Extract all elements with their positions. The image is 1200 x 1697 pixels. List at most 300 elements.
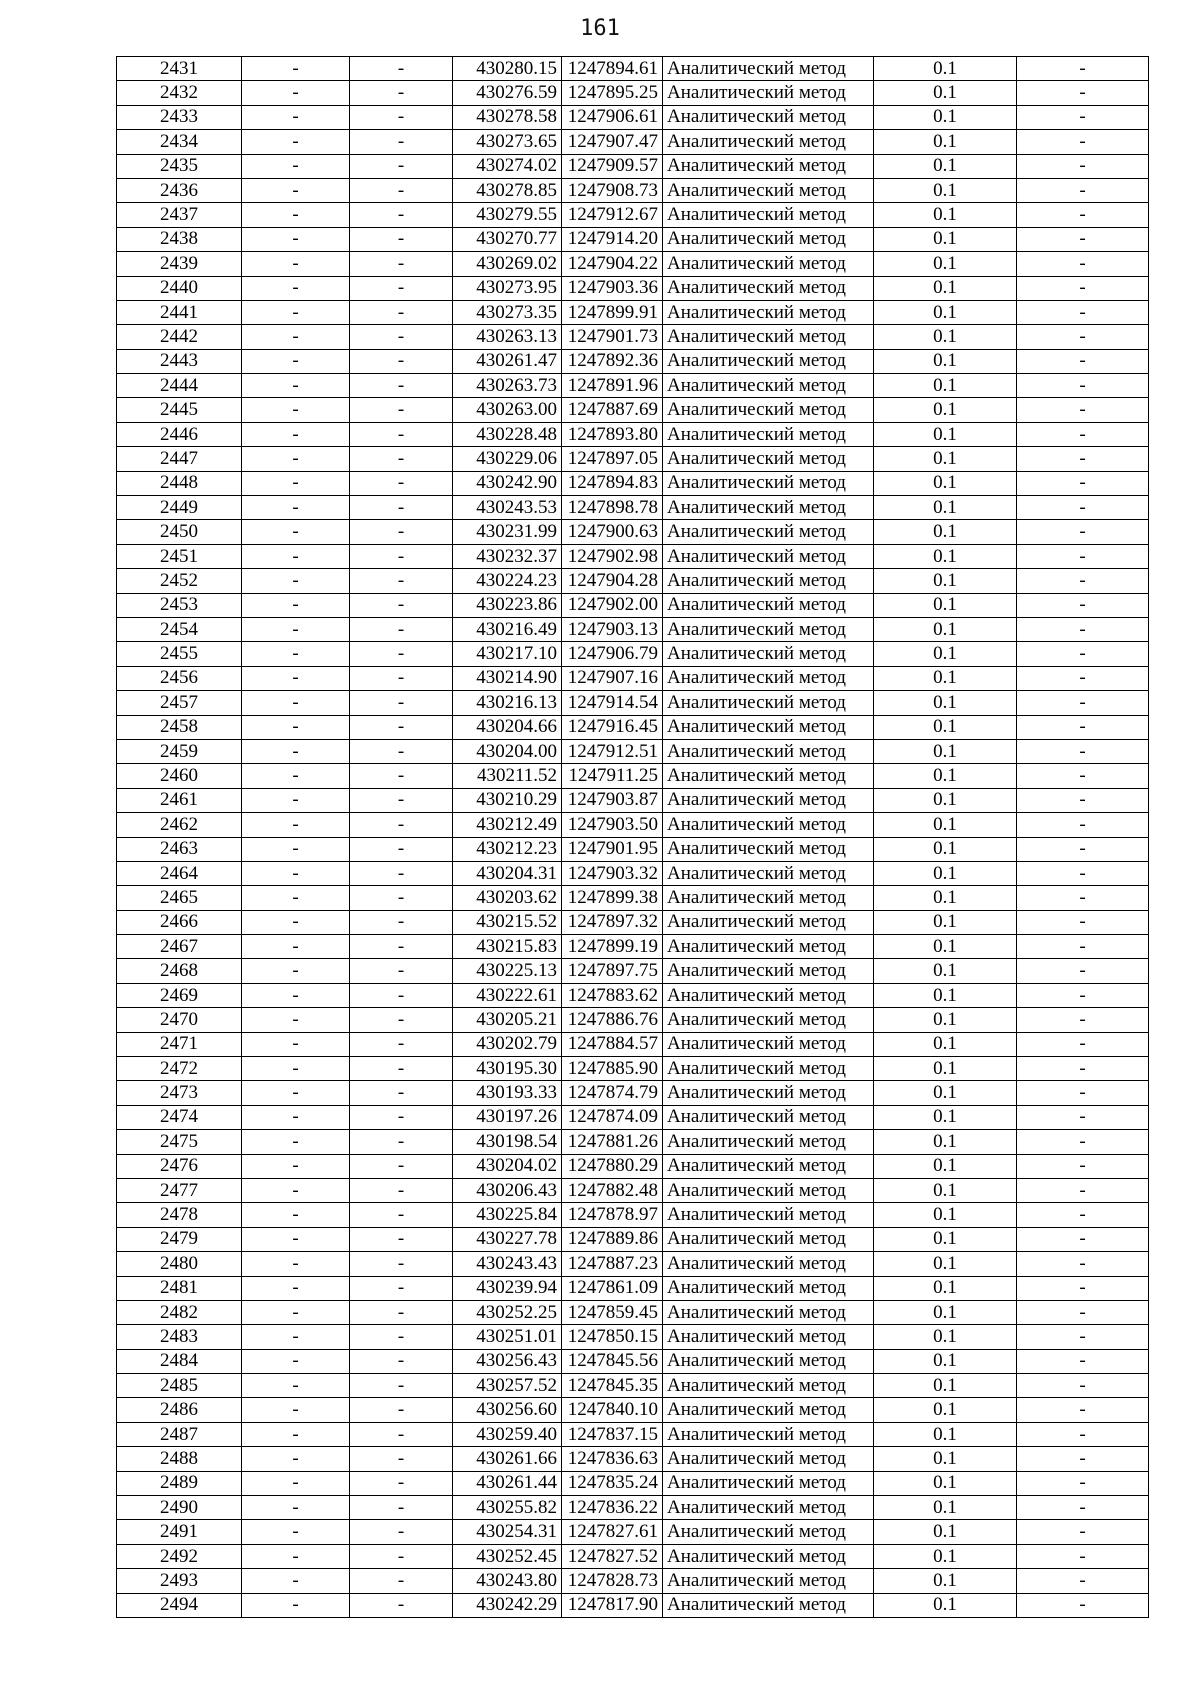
accuracy-cell: 0.1: [874, 983, 1017, 1007]
x-coordinate-cell: 430225.13: [453, 959, 562, 983]
method-cell: Аналитический метод: [663, 739, 874, 763]
empty-dash-cell: -: [350, 959, 453, 983]
table-row: [117, 1544, 1149, 1568]
x-coordinate-cell: 430229.06: [453, 447, 562, 471]
empty-dash-cell: -: [242, 983, 350, 1007]
empty-dash-cell: -: [1017, 276, 1149, 300]
table-row: [117, 1276, 1149, 1300]
table-row: [117, 57, 1149, 81]
coordinates-table: [116, 56, 1149, 1618]
y-coordinate-cell: 1247886.76: [562, 1008, 663, 1032]
empty-dash-cell: -: [242, 1325, 350, 1349]
point-number-cell: 2452: [117, 569, 242, 593]
x-coordinate-cell: 430212.23: [453, 837, 562, 861]
empty-dash-cell: -: [242, 910, 350, 934]
method-cell: Аналитический метод: [663, 1422, 874, 1446]
empty-dash-cell: -: [242, 1227, 350, 1251]
method-cell: Аналитический метод: [663, 1593, 874, 1617]
accuracy-cell: 0.1: [874, 544, 1017, 568]
table-row: [117, 496, 1149, 520]
empty-dash-cell: -: [242, 715, 350, 739]
empty-dash-cell: -: [242, 959, 350, 983]
empty-dash-cell: -: [1017, 471, 1149, 495]
accuracy-cell: 0.1: [874, 1178, 1017, 1202]
table-row: [117, 1593, 1149, 1617]
empty-dash-cell: -: [1017, 1178, 1149, 1202]
table-row: [117, 227, 1149, 251]
empty-dash-cell: -: [1017, 1008, 1149, 1032]
y-coordinate-cell: 1247903.13: [562, 617, 663, 641]
empty-dash-cell: -: [1017, 1203, 1149, 1227]
y-coordinate-cell: 1247845.35: [562, 1374, 663, 1398]
point-number-cell: 2482: [117, 1300, 242, 1324]
x-coordinate-cell: 430204.31: [453, 861, 562, 885]
y-coordinate-cell: 1247845.56: [562, 1349, 663, 1373]
point-number-cell: 2457: [117, 691, 242, 715]
point-number-cell: 2444: [117, 374, 242, 398]
point-number-cell: 2460: [117, 764, 242, 788]
empty-dash-cell: -: [350, 349, 453, 373]
x-coordinate-cell: 430216.49: [453, 617, 562, 641]
empty-dash-cell: -: [1017, 227, 1149, 251]
empty-dash-cell: -: [1017, 1081, 1149, 1105]
empty-dash-cell: -: [1017, 447, 1149, 471]
empty-dash-cell: -: [242, 1471, 350, 1495]
accuracy-cell: 0.1: [874, 1057, 1017, 1081]
method-cell: Аналитический метод: [663, 813, 874, 837]
empty-dash-cell: -: [1017, 57, 1149, 81]
empty-dash-cell: -: [1017, 691, 1149, 715]
accuracy-cell: 0.1: [874, 496, 1017, 520]
x-coordinate-cell: 430224.23: [453, 569, 562, 593]
accuracy-cell: 0.1: [874, 1081, 1017, 1105]
empty-dash-cell: -: [350, 1569, 453, 1593]
method-cell: Аналитический метод: [663, 837, 874, 861]
accuracy-cell: 0.1: [874, 57, 1017, 81]
empty-dash-cell: -: [1017, 1349, 1149, 1373]
accuracy-cell: 0.1: [874, 1252, 1017, 1276]
empty-dash-cell: -: [1017, 203, 1149, 227]
x-coordinate-cell: 430223.86: [453, 593, 562, 617]
y-coordinate-cell: 1247897.75: [562, 959, 663, 983]
method-cell: Аналитический метод: [663, 1544, 874, 1568]
table-row: [117, 1300, 1149, 1324]
empty-dash-cell: -: [242, 471, 350, 495]
empty-dash-cell: -: [1017, 886, 1149, 910]
method-cell: Аналитический метод: [663, 983, 874, 1007]
empty-dash-cell: -: [242, 837, 350, 861]
x-coordinate-cell: 430205.21: [453, 1008, 562, 1032]
point-number-cell: 2488: [117, 1447, 242, 1471]
point-number-cell: 2435: [117, 154, 242, 178]
point-number-cell: 2458: [117, 715, 242, 739]
y-coordinate-cell: 1247912.51: [562, 739, 663, 763]
y-coordinate-cell: 1247899.91: [562, 300, 663, 324]
x-coordinate-cell: 430263.73: [453, 374, 562, 398]
table-row: [117, 520, 1149, 544]
empty-dash-cell: -: [1017, 959, 1149, 983]
accuracy-cell: 0.1: [874, 593, 1017, 617]
empty-dash-cell: -: [242, 1300, 350, 1324]
empty-dash-cell: -: [350, 666, 453, 690]
y-coordinate-cell: 1247817.90: [562, 1593, 663, 1617]
empty-dash-cell: -: [242, 1496, 350, 1520]
empty-dash-cell: -: [242, 496, 350, 520]
empty-dash-cell: -: [1017, 1276, 1149, 1300]
table-row: [117, 837, 1149, 861]
x-coordinate-cell: 430215.83: [453, 935, 562, 959]
method-cell: Аналитический метод: [663, 227, 874, 251]
accuracy-cell: 0.1: [874, 349, 1017, 373]
point-number-cell: 2449: [117, 496, 242, 520]
empty-dash-cell: -: [242, 1178, 350, 1202]
y-coordinate-cell: 1247914.54: [562, 691, 663, 715]
method-cell: Аналитический метод: [663, 691, 874, 715]
point-number-cell: 2467: [117, 935, 242, 959]
point-number-cell: 2469: [117, 983, 242, 1007]
y-coordinate-cell: 1247911.25: [562, 764, 663, 788]
table-row: [117, 203, 1149, 227]
empty-dash-cell: -: [1017, 1374, 1149, 1398]
x-coordinate-cell: 430198.54: [453, 1130, 562, 1154]
method-cell: Аналитический метод: [663, 715, 874, 739]
method-cell: Аналитический метод: [663, 1471, 874, 1495]
x-coordinate-cell: 430215.52: [453, 910, 562, 934]
empty-dash-cell: -: [242, 227, 350, 251]
empty-dash-cell: -: [350, 1203, 453, 1227]
empty-dash-cell: -: [242, 666, 350, 690]
empty-dash-cell: -: [350, 130, 453, 154]
empty-dash-cell: -: [350, 764, 453, 788]
method-cell: Аналитический метод: [663, 1447, 874, 1471]
accuracy-cell: 0.1: [874, 1374, 1017, 1398]
empty-dash-cell: -: [350, 398, 453, 422]
x-coordinate-cell: 430252.25: [453, 1300, 562, 1324]
empty-dash-cell: -: [242, 1569, 350, 1593]
x-coordinate-cell: 430197.26: [453, 1105, 562, 1129]
empty-dash-cell: -: [350, 837, 453, 861]
x-coordinate-cell: 430243.53: [453, 496, 562, 520]
x-coordinate-cell: 430195.30: [453, 1057, 562, 1081]
y-coordinate-cell: 1247899.19: [562, 935, 663, 959]
empty-dash-cell: -: [1017, 1471, 1149, 1495]
empty-dash-cell: -: [242, 1447, 350, 1471]
point-number-cell: 2448: [117, 471, 242, 495]
empty-dash-cell: -: [242, 861, 350, 885]
method-cell: Аналитический метод: [663, 130, 874, 154]
empty-dash-cell: -: [350, 910, 453, 934]
empty-dash-cell: -: [350, 203, 453, 227]
y-coordinate-cell: 1247902.98: [562, 544, 663, 568]
accuracy-cell: 0.1: [874, 1276, 1017, 1300]
accuracy-cell: 0.1: [874, 471, 1017, 495]
empty-dash-cell: -: [350, 1422, 453, 1446]
empty-dash-cell: -: [242, 300, 350, 324]
x-coordinate-cell: 430256.60: [453, 1398, 562, 1422]
empty-dash-cell: -: [1017, 813, 1149, 837]
y-coordinate-cell: 1247889.86: [562, 1227, 663, 1251]
point-number-cell: 2484: [117, 1349, 242, 1373]
table-row: [117, 130, 1149, 154]
empty-dash-cell: -: [350, 300, 453, 324]
empty-dash-cell: -: [350, 1178, 453, 1202]
table-row: [117, 593, 1149, 617]
y-coordinate-cell: 1247906.79: [562, 642, 663, 666]
point-number-cell: 2443: [117, 349, 242, 373]
empty-dash-cell: -: [242, 544, 350, 568]
accuracy-cell: 0.1: [874, 1471, 1017, 1495]
empty-dash-cell: -: [350, 520, 453, 544]
empty-dash-cell: -: [242, 374, 350, 398]
empty-dash-cell: -: [350, 1447, 453, 1471]
x-coordinate-cell: 430261.66: [453, 1447, 562, 1471]
point-number-cell: 2471: [117, 1032, 242, 1056]
empty-dash-cell: -: [350, 715, 453, 739]
x-coordinate-cell: 430273.95: [453, 276, 562, 300]
page-number: 161: [580, 16, 620, 41]
empty-dash-cell: -: [242, 1349, 350, 1373]
x-coordinate-cell: 430242.29: [453, 1593, 562, 1617]
y-coordinate-cell: 1247885.90: [562, 1057, 663, 1081]
accuracy-cell: 0.1: [874, 666, 1017, 690]
empty-dash-cell: -: [242, 57, 350, 81]
empty-dash-cell: -: [242, 1203, 350, 1227]
empty-dash-cell: -: [350, 325, 453, 349]
y-coordinate-cell: 1247827.52: [562, 1544, 663, 1568]
empty-dash-cell: -: [242, 764, 350, 788]
empty-dash-cell: -: [242, 1057, 350, 1081]
accuracy-cell: 0.1: [874, 300, 1017, 324]
method-cell: Аналитический метод: [663, 1325, 874, 1349]
empty-dash-cell: -: [350, 178, 453, 202]
point-number-cell: 2494: [117, 1593, 242, 1617]
y-coordinate-cell: 1247884.57: [562, 1032, 663, 1056]
x-coordinate-cell: 430243.43: [453, 1252, 562, 1276]
point-number-cell: 2462: [117, 813, 242, 837]
x-coordinate-cell: 430239.94: [453, 1276, 562, 1300]
accuracy-cell: 0.1: [874, 837, 1017, 861]
point-number-cell: 2463: [117, 837, 242, 861]
accuracy-cell: 0.1: [874, 1203, 1017, 1227]
method-cell: Аналитический метод: [663, 1154, 874, 1178]
table-row: [117, 1130, 1149, 1154]
empty-dash-cell: -: [1017, 1300, 1149, 1324]
method-cell: Аналитический метод: [663, 569, 874, 593]
empty-dash-cell: -: [1017, 617, 1149, 641]
empty-dash-cell: -: [350, 813, 453, 837]
x-coordinate-cell: 430276.59: [453, 81, 562, 105]
y-coordinate-cell: 1247914.20: [562, 227, 663, 251]
empty-dash-cell: -: [1017, 764, 1149, 788]
table-row: [117, 1398, 1149, 1422]
table-row: [117, 1008, 1149, 1032]
table-row: [117, 1081, 1149, 1105]
method-cell: Аналитический метод: [663, 1178, 874, 1202]
accuracy-cell: 0.1: [874, 154, 1017, 178]
y-coordinate-cell: 1247894.83: [562, 471, 663, 495]
empty-dash-cell: -: [350, 1227, 453, 1251]
empty-dash-cell: -: [242, 349, 350, 373]
table-row: [117, 764, 1149, 788]
empty-dash-cell: -: [350, 935, 453, 959]
point-number-cell: 2479: [117, 1227, 242, 1251]
table-row: [117, 447, 1149, 471]
y-coordinate-cell: 1247891.96: [562, 374, 663, 398]
table-row: [117, 886, 1149, 910]
x-coordinate-cell: 430261.47: [453, 349, 562, 373]
x-coordinate-cell: 430273.65: [453, 130, 562, 154]
accuracy-cell: 0.1: [874, 1300, 1017, 1324]
x-coordinate-cell: 430251.01: [453, 1325, 562, 1349]
point-number-cell: 2432: [117, 81, 242, 105]
table-row: [117, 1422, 1149, 1446]
y-coordinate-cell: 1247892.36: [562, 349, 663, 373]
empty-dash-cell: -: [1017, 1496, 1149, 1520]
table-row: [117, 1374, 1149, 1398]
table-row: [117, 325, 1149, 349]
x-coordinate-cell: 430214.90: [453, 666, 562, 690]
point-number-cell: 2475: [117, 1130, 242, 1154]
empty-dash-cell: -: [1017, 1227, 1149, 1251]
empty-dash-cell: -: [242, 1081, 350, 1105]
point-number-cell: 2434: [117, 130, 242, 154]
empty-dash-cell: -: [1017, 520, 1149, 544]
empty-dash-cell: -: [1017, 593, 1149, 617]
empty-dash-cell: -: [242, 642, 350, 666]
empty-dash-cell: -: [242, 1252, 350, 1276]
accuracy-cell: 0.1: [874, 715, 1017, 739]
y-coordinate-cell: 1247883.62: [562, 983, 663, 1007]
method-cell: Аналитический метод: [663, 374, 874, 398]
x-coordinate-cell: 430270.77: [453, 227, 562, 251]
x-coordinate-cell: 430256.43: [453, 1349, 562, 1373]
table-row: [117, 349, 1149, 373]
table-row: [117, 1203, 1149, 1227]
empty-dash-cell: -: [1017, 178, 1149, 202]
empty-dash-cell: -: [1017, 349, 1149, 373]
point-number-cell: 2441: [117, 300, 242, 324]
table-row: [117, 617, 1149, 641]
empty-dash-cell: -: [242, 1520, 350, 1544]
method-cell: Аналитический метод: [663, 959, 874, 983]
y-coordinate-cell: 1247899.38: [562, 886, 663, 910]
point-number-cell: 2451: [117, 544, 242, 568]
empty-dash-cell: -: [1017, 569, 1149, 593]
empty-dash-cell: -: [242, 1105, 350, 1129]
empty-dash-cell: -: [350, 1496, 453, 1520]
y-coordinate-cell: 1247903.50: [562, 813, 663, 837]
x-coordinate-cell: 430280.15: [453, 57, 562, 81]
empty-dash-cell: -: [242, 935, 350, 959]
x-coordinate-cell: 430255.82: [453, 1496, 562, 1520]
empty-dash-cell: -: [350, 1520, 453, 1544]
method-cell: Аналитический метод: [663, 861, 874, 885]
method-cell: Аналитический метод: [663, 910, 874, 934]
method-cell: Аналитический метод: [663, 203, 874, 227]
empty-dash-cell: -: [350, 1544, 453, 1568]
empty-dash-cell: -: [1017, 1252, 1149, 1276]
point-number-cell: 2465: [117, 886, 242, 910]
method-cell: Аналитический метод: [663, 617, 874, 641]
point-number-cell: 2464: [117, 861, 242, 885]
empty-dash-cell: -: [1017, 252, 1149, 276]
empty-dash-cell: -: [1017, 837, 1149, 861]
x-coordinate-cell: 430278.85: [453, 178, 562, 202]
empty-dash-cell: -: [1017, 1325, 1149, 1349]
accuracy-cell: 0.1: [874, 203, 1017, 227]
empty-dash-cell: -: [350, 593, 453, 617]
table-row: [117, 1057, 1149, 1081]
point-number-cell: 2486: [117, 1398, 242, 1422]
empty-dash-cell: -: [1017, 1105, 1149, 1129]
accuracy-cell: 0.1: [874, 691, 1017, 715]
empty-dash-cell: -: [350, 983, 453, 1007]
point-number-cell: 2468: [117, 959, 242, 983]
method-cell: Аналитический метод: [663, 1105, 874, 1129]
empty-dash-cell: -: [242, 813, 350, 837]
point-number-cell: 2478: [117, 1203, 242, 1227]
empty-dash-cell: -: [350, 1105, 453, 1129]
table-row: [117, 1227, 1149, 1251]
empty-dash-cell: -: [350, 642, 453, 666]
empty-dash-cell: -: [1017, 983, 1149, 1007]
empty-dash-cell: -: [242, 1032, 350, 1056]
table-row: [117, 471, 1149, 495]
empty-dash-cell: -: [350, 57, 453, 81]
table-row: [117, 252, 1149, 276]
point-number-cell: 2455: [117, 642, 242, 666]
table-row: [117, 154, 1149, 178]
empty-dash-cell: -: [1017, 544, 1149, 568]
x-coordinate-cell: 430259.40: [453, 1422, 562, 1446]
empty-dash-cell: -: [350, 617, 453, 641]
point-number-cell: 2447: [117, 447, 242, 471]
y-coordinate-cell: 1247882.48: [562, 1178, 663, 1202]
point-number-cell: 2493: [117, 1569, 242, 1593]
empty-dash-cell: -: [1017, 910, 1149, 934]
point-number-cell: 2470: [117, 1008, 242, 1032]
empty-dash-cell: -: [350, 1130, 453, 1154]
method-cell: Аналитический метод: [663, 1252, 874, 1276]
table-row: [117, 666, 1149, 690]
x-coordinate-cell: 430228.48: [453, 422, 562, 446]
method-cell: Аналитический метод: [663, 471, 874, 495]
empty-dash-cell: -: [350, 1252, 453, 1276]
empty-dash-cell: -: [350, 544, 453, 568]
accuracy-cell: 0.1: [874, 1154, 1017, 1178]
point-number-cell: 2476: [117, 1154, 242, 1178]
empty-dash-cell: -: [350, 788, 453, 812]
empty-dash-cell: -: [242, 520, 350, 544]
empty-dash-cell: -: [242, 81, 350, 105]
empty-dash-cell: -: [350, 252, 453, 276]
y-coordinate-cell: 1247904.28: [562, 569, 663, 593]
empty-dash-cell: -: [1017, 935, 1149, 959]
empty-dash-cell: -: [350, 447, 453, 471]
accuracy-cell: 0.1: [874, 81, 1017, 105]
point-number-cell: 2483: [117, 1325, 242, 1349]
x-coordinate-cell: 430227.78: [453, 1227, 562, 1251]
y-coordinate-cell: 1247827.61: [562, 1520, 663, 1544]
y-coordinate-cell: 1247903.87: [562, 788, 663, 812]
empty-dash-cell: -: [242, 1422, 350, 1446]
x-coordinate-cell: 430252.45: [453, 1544, 562, 1568]
y-coordinate-cell: 1247878.97: [562, 1203, 663, 1227]
accuracy-cell: 0.1: [874, 861, 1017, 885]
empty-dash-cell: -: [242, 325, 350, 349]
method-cell: Аналитический метод: [663, 1300, 874, 1324]
y-coordinate-cell: 1247903.32: [562, 861, 663, 885]
